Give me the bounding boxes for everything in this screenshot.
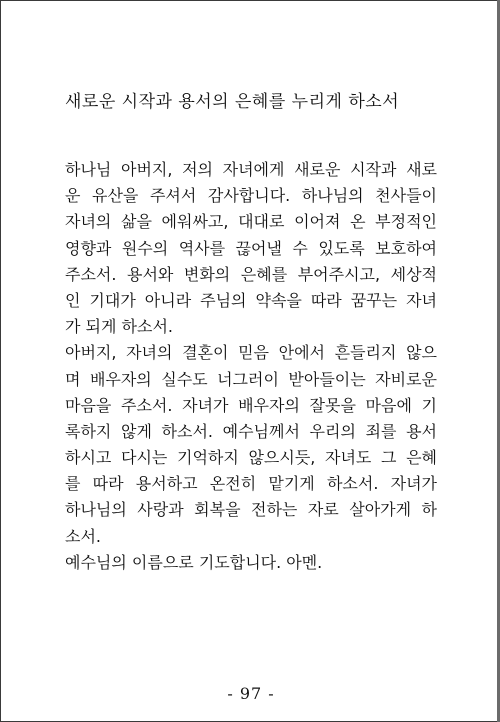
text-line: 영향과 원수의 역사를 끊어낼 수 있도록 보호하여 (65, 238, 437, 258)
prayer-body (65, 157, 437, 576)
text-line: 를 따라 용서하고 온전히 맡기게 하소서. 자녀가 (65, 474, 437, 494)
text-line: 주소서. 용서와 변화의 은혜를 부어주시고, 세상적 (65, 264, 437, 284)
text-line: 인 기대가 아니라 주님의 약속을 따라 꿈꾸는 자녀 (65, 290, 437, 310)
text-line: 가 되게 하소서. (65, 317, 173, 337)
paragraph (65, 340, 437, 550)
text-line: 하나님 아버지, 저의 자녀에게 새로운 시작과 새로 (65, 160, 437, 179)
text-line: 며 배우자의 실수도 너그러이 받아들이는 자비로운 (65, 369, 437, 389)
text-line: 자녀의 삶을 에워싸고, 대대로 이어져 온 부정적인 (65, 212, 437, 232)
paragraph (65, 157, 437, 340)
text-line: 아버지, 자녀의 결혼이 믿음 안에서 흔들리지 않으 (65, 343, 437, 363)
text-line: 하시고 다시는 기억하지 않으시듯, 자녀도 그 은혜 (65, 448, 437, 468)
text-line: 소서. (65, 526, 101, 546)
text-line: 마음을 주소서. 자녀가 배우자의 잘못을 마음에 기 (65, 395, 437, 415)
text-line: 운 유산을 주셔서 감사합니다. 하나님의 천사들이 (65, 186, 437, 206)
text-line: 록하지 않게 하소서. 예수님께서 우리의 죄를 용서 (65, 421, 437, 441)
page-number: - 97 - (227, 684, 275, 703)
text-line: 하나님의 사랑과 회복을 전하는 자로 살아가게 하 (65, 500, 437, 520)
prayer-title: 새로운 시작과 용서의 은혜를 누리게 하소서 (65, 92, 400, 112)
text-line: 예수님의 이름으로 기도합니다. 아멘. (65, 552, 323, 572)
paragraph (65, 550, 437, 576)
